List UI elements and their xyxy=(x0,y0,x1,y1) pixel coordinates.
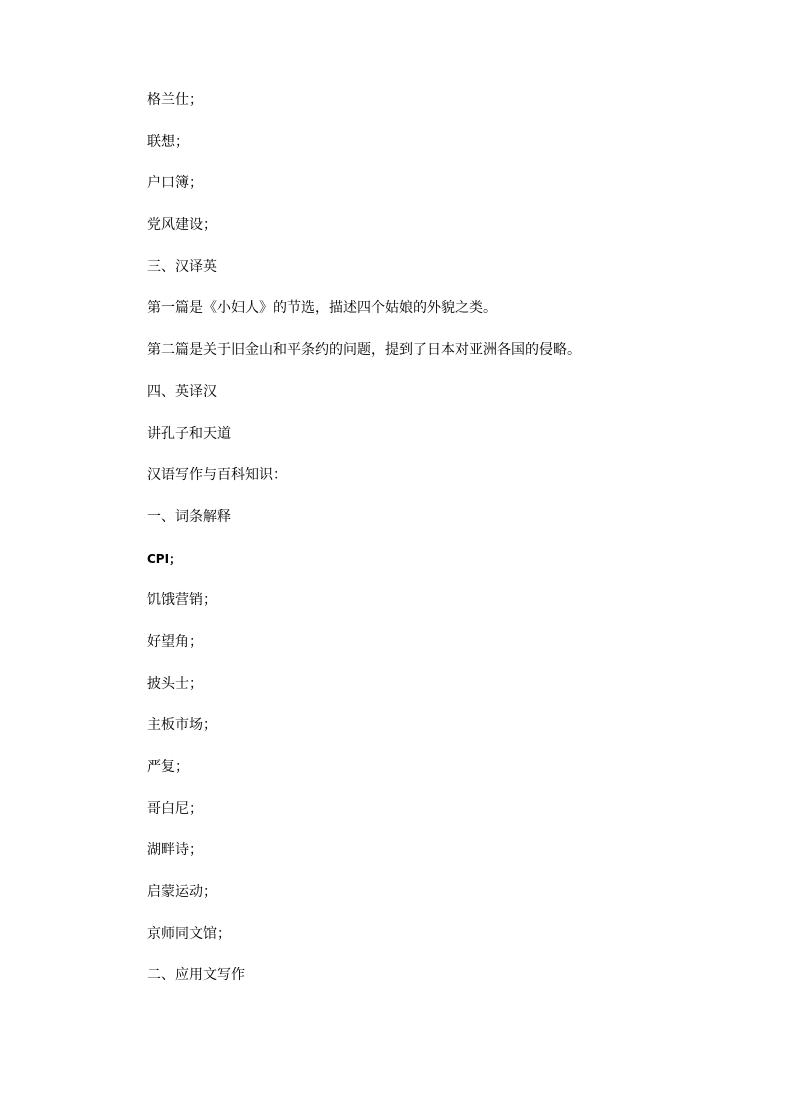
term-item: 启蒙运动； xyxy=(147,884,217,901)
term-item: 主板市场； xyxy=(147,717,217,734)
section-heading: 四、英译汉 xyxy=(147,383,217,400)
term-item: 湖畔诗； xyxy=(147,842,203,859)
section-heading: 一、词条解释 xyxy=(147,508,231,525)
term-item: 饥饿营销； xyxy=(147,592,217,609)
term-item: 严复； xyxy=(147,759,189,775)
term-item: 户口簿； xyxy=(147,175,203,192)
section-heading: 三、汉译英 xyxy=(147,258,217,275)
term-item: 哥白尼； xyxy=(147,800,203,817)
section-heading: 二、应用文写作 xyxy=(147,967,245,984)
term-item: 披头士； xyxy=(147,675,203,692)
term-item: 京师同文馆； xyxy=(147,925,231,942)
part-heading: 汉语写作与百科知识： xyxy=(147,467,287,484)
paragraph: 讲孔子和天道 xyxy=(147,425,231,442)
term-item: 格兰仕； xyxy=(147,92,203,108)
term-item: 好望角； xyxy=(147,633,203,650)
term-item: CPI； xyxy=(147,551,182,566)
term-item: 党风建设； xyxy=(147,217,217,234)
term-item: 联想； xyxy=(147,133,189,150)
paragraph: 第一篇是《小妇人》的节选，描述四个姑娘的外貌之类。 xyxy=(147,300,497,317)
document-page xyxy=(147,90,747,1007)
paragraph: 第二篇是关于旧金山和平条约的问题，提到了日本对亚洲各国的侵略。 xyxy=(147,342,581,359)
